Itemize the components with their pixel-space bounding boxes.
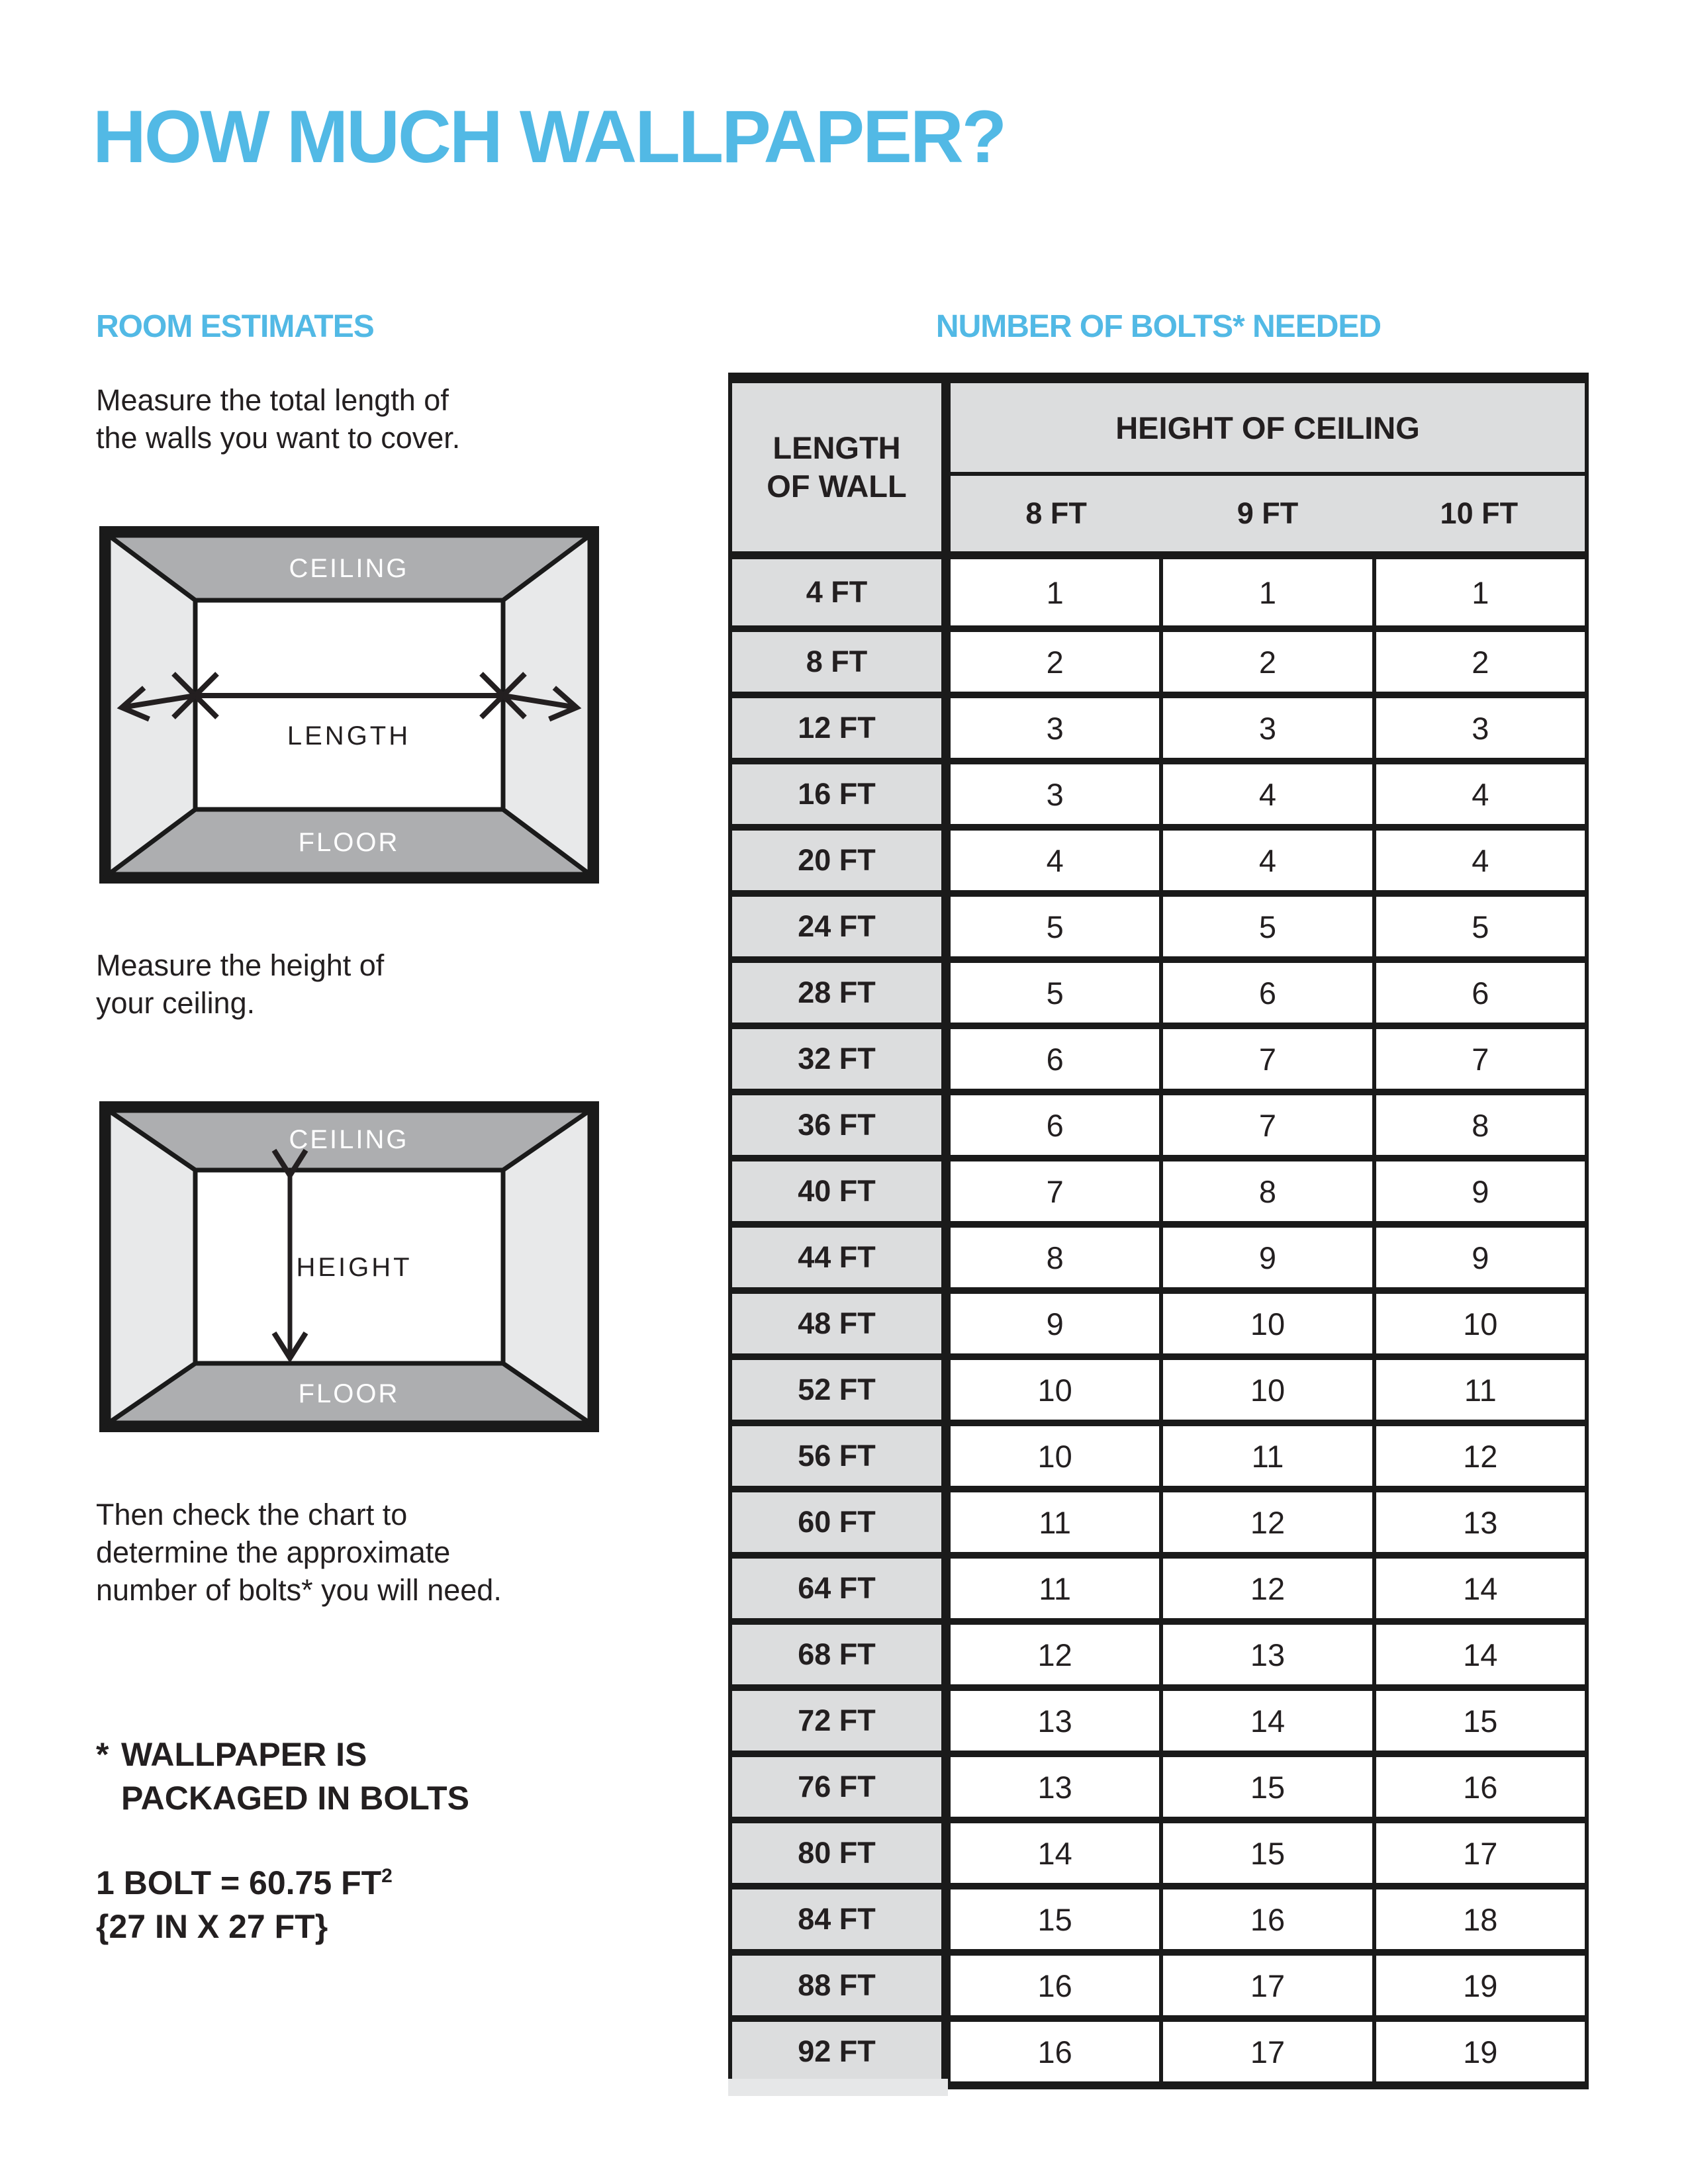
bolt-count-cell: 13 bbox=[1372, 1492, 1585, 1552]
bolt-count-cell: 8 bbox=[1159, 1161, 1372, 1221]
bolt-count-cell: 4 bbox=[1159, 764, 1372, 824]
bolt-count-cell: 8 bbox=[1372, 1095, 1585, 1155]
row-label: 68 FT bbox=[732, 1625, 951, 1684]
row-label: 60 FT bbox=[732, 1492, 951, 1552]
row-label: 72 FT bbox=[732, 1691, 951, 1751]
table-body bbox=[732, 559, 1585, 2081]
floor-label: FLOOR bbox=[298, 1379, 400, 1408]
table-row bbox=[732, 1486, 1585, 1552]
floor-label: FLOOR bbox=[298, 828, 400, 857]
bolt-count-cell: 2 bbox=[951, 632, 1159, 692]
bolt-count-cell: 17 bbox=[1372, 1823, 1585, 1883]
bolt-count-cell: 16 bbox=[1159, 1889, 1372, 1949]
column-headers bbox=[951, 383, 1585, 551]
step3-line2: determine the approximate bbox=[96, 1535, 451, 1569]
bolt-count-cell: 13 bbox=[951, 1757, 1159, 1817]
step1-line1: Measure the total length of bbox=[96, 383, 449, 417]
column-header-8ft: 8 FT bbox=[1025, 496, 1087, 530]
bolt-count-cell: 1 bbox=[1159, 559, 1372, 625]
bolt-count-cell: 6 bbox=[951, 1029, 1159, 1089]
bolt-count-cell: 6 bbox=[951, 1095, 1159, 1155]
bolt-count-cell: 9 bbox=[1372, 1161, 1585, 1221]
bolt-count-cell: 10 bbox=[951, 1426, 1159, 1486]
row-label: 44 FT bbox=[732, 1228, 951, 1287]
row-label: 80 FT bbox=[732, 1823, 951, 1883]
row-label: 12 FT bbox=[732, 698, 951, 758]
bolt-count-cell: 12 bbox=[1372, 1426, 1585, 1486]
bolt-count-cell: 3 bbox=[1372, 698, 1585, 758]
table-row bbox=[732, 1155, 1585, 1221]
bolt-count-cell: 10 bbox=[951, 1360, 1159, 1420]
step1-line2: the walls you want to cover. bbox=[96, 421, 461, 455]
bolt-count-cell: 11 bbox=[1159, 1426, 1372, 1486]
asterisk-marker: * bbox=[96, 1736, 109, 1773]
table-row bbox=[732, 2015, 1585, 2081]
table-row bbox=[732, 1287, 1585, 1353]
bolt-count-cell: 3 bbox=[1159, 698, 1372, 758]
row-label: 92 FT bbox=[732, 2022, 951, 2081]
row-label: 64 FT bbox=[732, 1559, 951, 1618]
bolt-count-cell: 10 bbox=[1372, 1294, 1585, 1353]
row-label: 40 FT bbox=[732, 1161, 951, 1221]
table-header bbox=[732, 383, 1585, 551]
row-header-cell bbox=[732, 383, 951, 551]
bolt-spec bbox=[96, 1854, 393, 1948]
row-label: 4 FT bbox=[732, 559, 951, 625]
bolt-count-cell: 7 bbox=[1372, 1029, 1585, 1089]
bolt-count-cell: 16 bbox=[951, 2022, 1159, 2081]
bolt-count-cell: 17 bbox=[1159, 1956, 1372, 2015]
height-of-ceiling-header: HEIGHT OF CEILING bbox=[951, 383, 1585, 472]
bolt-count-cell: 5 bbox=[951, 897, 1159, 956]
bolt-count-cell: 7 bbox=[1159, 1029, 1372, 1089]
bolt-count-cell: 10 bbox=[1159, 1294, 1372, 1353]
table-row bbox=[732, 1023, 1585, 1089]
table-row bbox=[732, 1552, 1585, 1618]
bolt-count-cell: 7 bbox=[1159, 1095, 1372, 1155]
room-estimates-heading: ROOM ESTIMATES bbox=[96, 309, 374, 344]
table-row bbox=[732, 1817, 1585, 1883]
table-row bbox=[732, 890, 1585, 956]
step3-line3: number of bolts* you will need. bbox=[96, 1573, 502, 1607]
bolt-count-cell: 19 bbox=[1372, 1956, 1585, 2015]
step2-line2: your ceiling. bbox=[96, 986, 256, 1020]
footnote-line1: WALLPAPER IS bbox=[121, 1736, 367, 1773]
bolt-count-cell: 2 bbox=[1159, 632, 1372, 692]
bolt-count-cell: 15 bbox=[1372, 1691, 1585, 1751]
row-label: 28 FT bbox=[732, 963, 951, 1023]
bolt-count-cell: 4 bbox=[1372, 831, 1585, 890]
row-header-line1: LENGTH bbox=[773, 430, 901, 465]
bolt-spec-line1: 1 BOLT = 60.75 $FT^2$ bbox=[96, 1864, 393, 1901]
bolt-count-cell: 13 bbox=[951, 1691, 1159, 1751]
table-row bbox=[732, 1618, 1585, 1684]
bolt-count-cell: 16 bbox=[1372, 1757, 1585, 1817]
table-row bbox=[732, 1089, 1585, 1155]
bolt-count-cell: 11 bbox=[1372, 1360, 1585, 1420]
table-row bbox=[732, 1949, 1585, 2015]
row-label: 24 FT bbox=[732, 897, 951, 956]
bolt-count-cell: 8 bbox=[951, 1228, 1159, 1287]
bolt-count-cell: 14 bbox=[951, 1823, 1159, 1883]
wallpaper-footnote bbox=[96, 1733, 469, 1820]
length-dimension-label: LENGTH bbox=[287, 721, 411, 751]
bolt-count-cell: 12 bbox=[1159, 1492, 1372, 1552]
bolt-count-cell: 4 bbox=[951, 831, 1159, 890]
step2-text bbox=[96, 946, 384, 1022]
bolt-count-cell: 12 bbox=[1159, 1559, 1372, 1618]
bolt-count-cell: 19 bbox=[1372, 2022, 1585, 2081]
bolt-count-cell: 9 bbox=[951, 1294, 1159, 1353]
bolt-spec-line2: {27 IN X 27 FT} bbox=[96, 1908, 328, 1945]
height-dimension-label: HEIGHT bbox=[296, 1253, 412, 1282]
table-row bbox=[732, 956, 1585, 1023]
bolt-count-cell: 18 bbox=[1372, 1889, 1585, 1949]
superscript-2: 2 bbox=[381, 1865, 393, 1887]
step3-line1: Then check the chart to bbox=[96, 1498, 408, 1531]
table-row bbox=[732, 559, 1585, 625]
bolt-count-cell: 15 bbox=[1159, 1757, 1372, 1817]
bolt-count-cell: 13 bbox=[1159, 1625, 1372, 1684]
bolt-count-cell: 5 bbox=[1372, 897, 1585, 956]
step2-line1: Measure the height of bbox=[96, 948, 385, 982]
bolt-count-cell: 14 bbox=[1372, 1625, 1585, 1684]
table-row bbox=[732, 1420, 1585, 1486]
bolt-count-cell: 9 bbox=[1159, 1228, 1372, 1287]
table-row bbox=[732, 692, 1585, 758]
row-label: 8 FT bbox=[732, 632, 951, 692]
step1-text bbox=[96, 381, 460, 457]
row-label: 84 FT bbox=[732, 1889, 951, 1949]
bolt-count-cell: 7 bbox=[951, 1161, 1159, 1221]
row-label: 56 FT bbox=[732, 1426, 951, 1486]
bolt-count-cell: 3 bbox=[951, 698, 1159, 758]
header-body-divider bbox=[732, 551, 1585, 559]
table-row bbox=[732, 824, 1585, 890]
row-label: 36 FT bbox=[732, 1095, 951, 1155]
bolt-count-cell: 15 bbox=[1159, 1823, 1372, 1883]
table-row bbox=[732, 1684, 1585, 1751]
table-row bbox=[732, 1751, 1585, 1817]
bolt-count-cell: 11 bbox=[951, 1559, 1159, 1618]
bolt-count-cell: 12 bbox=[951, 1625, 1159, 1684]
bolt-count-cell: 4 bbox=[1159, 831, 1372, 890]
step3-text bbox=[96, 1496, 502, 1609]
bolt-count-cell: 6 bbox=[1372, 963, 1585, 1023]
row-label: 16 FT bbox=[732, 764, 951, 824]
bolt-count-cell: 9 bbox=[1372, 1228, 1585, 1287]
bolt-count-cell: 6 bbox=[1159, 963, 1372, 1023]
ceiling-label: CEILING bbox=[289, 554, 409, 583]
footnote-lines bbox=[121, 1733, 469, 1820]
table-row bbox=[732, 1353, 1585, 1420]
room-height-diagram bbox=[99, 1101, 599, 1432]
bolt-count-cell: 16 bbox=[951, 1956, 1159, 2015]
back-wall bbox=[195, 600, 503, 809]
table-top-bar bbox=[732, 373, 1585, 383]
column-header-9ft: 9 FT bbox=[1237, 496, 1299, 530]
bolt-count-cell: 2 bbox=[1372, 632, 1585, 692]
bolt-count-cell: 11 bbox=[951, 1492, 1159, 1552]
bolt-count-cell: 3 bbox=[951, 764, 1159, 824]
row-label: 52 FT bbox=[732, 1360, 951, 1420]
page-title: HOW MUCH WALLPAPER? bbox=[93, 95, 1006, 178]
ceiling-label: CEILING bbox=[289, 1125, 409, 1154]
table-row bbox=[732, 1883, 1585, 1949]
row-label: 88 FT bbox=[732, 1956, 951, 2015]
row-label: 48 FT bbox=[732, 1294, 951, 1353]
table-row bbox=[732, 1221, 1585, 1287]
row-label: 32 FT bbox=[732, 1029, 951, 1089]
print-artifact-strip bbox=[728, 2079, 948, 2096]
bolt-count-cell: 10 bbox=[1159, 1360, 1372, 1420]
bolt-count-cell: 14 bbox=[1159, 1691, 1372, 1751]
table-row bbox=[732, 758, 1585, 824]
bolt-count-cell: 14 bbox=[1372, 1559, 1585, 1618]
bolt-count-cell: 4 bbox=[1372, 764, 1585, 824]
column-header-10ft: 10 FT bbox=[1440, 496, 1519, 530]
row-header-line2: OF WALL bbox=[767, 469, 907, 504]
bolt-count-cell: 1 bbox=[951, 559, 1159, 625]
ceiling-height-columns bbox=[951, 476, 1585, 551]
bolts-needed-heading: NUMBER OF BOLTS* NEEDED bbox=[935, 309, 1382, 344]
bolt-count-cell: 15 bbox=[951, 1889, 1159, 1949]
bolt-count-cell: 17 bbox=[1159, 2022, 1372, 2081]
bolt-count-cell: 1 bbox=[1372, 559, 1585, 625]
room-length-diagram bbox=[99, 526, 599, 884]
bolts-needed-table bbox=[728, 373, 1589, 2089]
bolt-count-cell: 5 bbox=[951, 963, 1159, 1023]
row-label: 76 FT bbox=[732, 1757, 951, 1817]
row-label: 20 FT bbox=[732, 831, 951, 890]
table-row bbox=[732, 625, 1585, 692]
bolt-count-cell: 5 bbox=[1159, 897, 1372, 956]
footnote-line2: PACKAGED IN BOLTS bbox=[121, 1780, 469, 1817]
